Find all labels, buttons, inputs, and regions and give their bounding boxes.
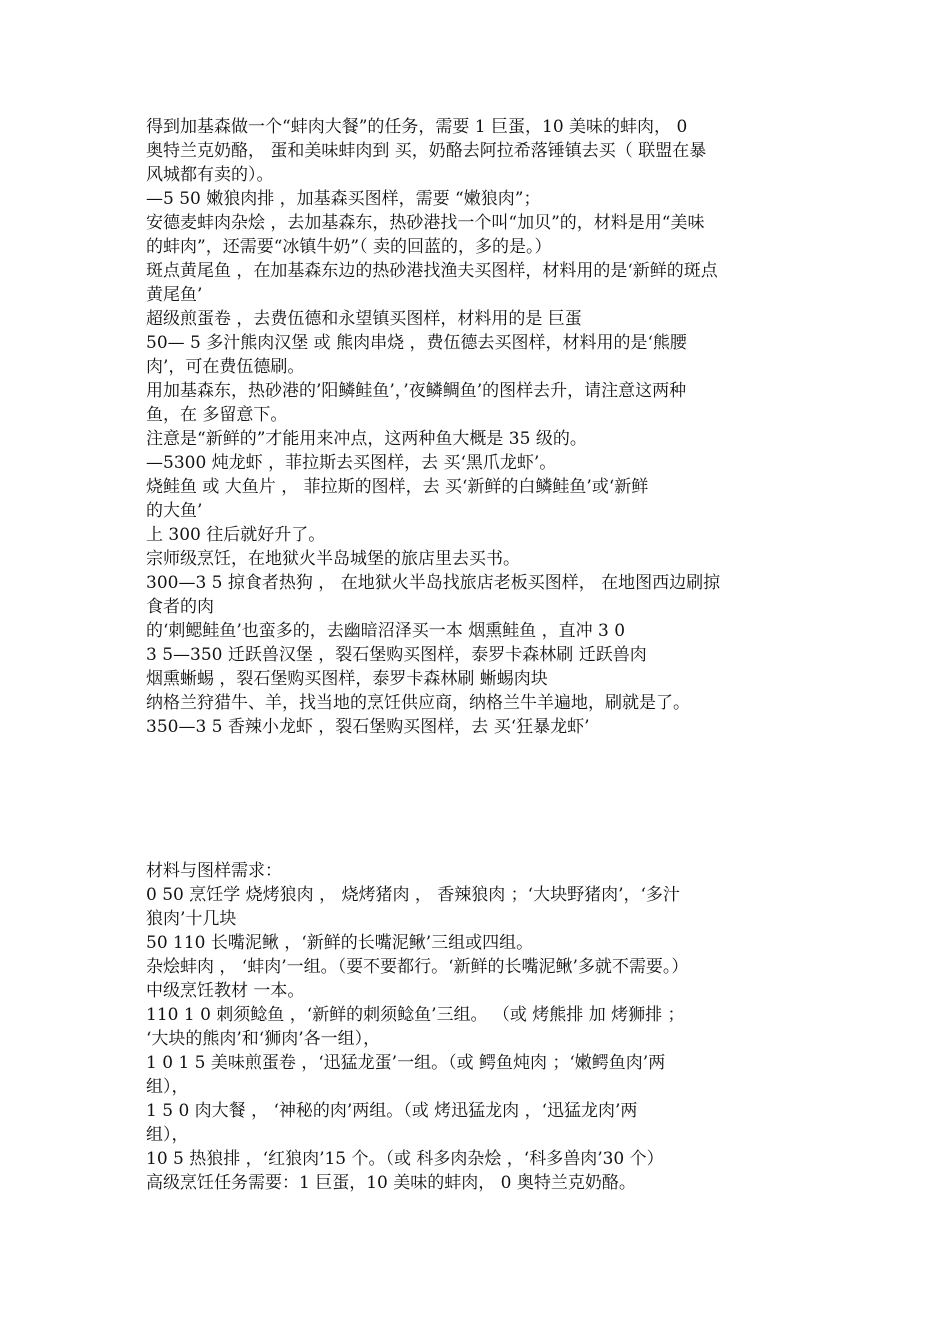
- text-line: 1 0 1 5 美味煎蛋卷 ，‘迅猛龙蛋’一组。（或 鳄鱼炖肉 ；‘嫩鳄鱼肉’两: [146, 1053, 666, 1073]
- text-line: 黄尾鱼’: [146, 285, 203, 305]
- section-heading: 材料与图样需求：: [146, 861, 282, 881]
- text-line: 组），: [146, 1125, 189, 1145]
- text-line: 宗师级烹饪，在地狱火半岛城堡的旅店里去买书。: [146, 549, 520, 569]
- cooking-guide-section: [146, 115, 822, 739]
- text-line: 中级烹饪教材 一本。: [146, 981, 305, 1001]
- text-line: 的蚌肉”，还需要“冰镇牛奶”（ 卖的回蓝的，多的是。）: [146, 237, 552, 257]
- text-line: 风城都有卖的）。: [146, 165, 274, 185]
- text-line: 1 5 0 肉大餐 ， ‘神秘的肉’两组。（或 烤迅猛龙肉 ，‘迅猛龙肉’两: [146, 1101, 638, 1121]
- text-line: 斑点黄尾鱼 ，在加基森东边的热砂港找渔夫买图样，材料用的是‘新鲜的斑点: [146, 261, 718, 281]
- text-line: 肉’，可在费伍德刷。: [146, 357, 305, 377]
- text-line: 高级烹饪任务需要：1 巨蛋，10 美味的蚌肉， 0 奥特兰克奶酪。: [146, 1173, 636, 1193]
- text-line: 注意是“新鲜的”才能用来冲点，这两种鱼大概是 35 级的。: [146, 429, 587, 449]
- text-line: ‘大块的熊肉’和‘狮肉’各一组），: [146, 1029, 381, 1049]
- text-line: 鱼，在 多留意下。: [146, 405, 288, 425]
- text-line: 300—3 5 掠食者热狗 ， 在地狱火半岛找旅店老板买图样， 在地图西边刷掠: [146, 573, 721, 593]
- text-line: 组），: [146, 1077, 189, 1097]
- text-line: 安德麦蚌肉杂烩 ，去加基森东，热砂港找一个叫“加贝”的，材料是用“美味: [146, 213, 705, 233]
- text-line: 食者的肉: [146, 597, 214, 617]
- text-line: 的‘刺鳃鲑鱼’也蛮多的，去幽暗沼泽买一本 烟熏鲑鱼 ，直冲 3 0: [146, 621, 626, 641]
- text-line: 0 50 烹饪学 烧烤狼肉 ， 烧烤猪肉 ， 香辣狼肉 ；‘大块野猪肉’，‘多汁: [146, 885, 680, 905]
- text-line: —5 50 嫩狼肉排 ，加基森买图样，需要 “嫩狼肉”；: [146, 189, 541, 209]
- text-line: 上 300 往后就好升了。: [146, 525, 326, 545]
- text-line: 烟熏蜥蜴 ，裂石堡购买图样，泰罗卡森林刷 蜥蜴肉块: [146, 669, 548, 689]
- text-line: 50 110 长嘴泥鳅 ，‘新鲜的长嘴泥鳅’三组或四组。: [146, 933, 534, 953]
- text-line: 3 5—350 迁跃兽汉堡 ，裂石堡购买图样，泰罗卡森林刷 迁跃兽肉: [146, 645, 647, 665]
- text-line: 纳格兰狩猎牛、羊，找当地的烹饪供应商，纳格兰牛羊遍地，刷就是了。: [146, 693, 690, 713]
- text-line: 烧鲑鱼 或 大鱼片 ， 菲拉斯的图样，去 买‘新鲜的白鳞鲑鱼’或‘新鲜: [146, 477, 649, 497]
- text-line: 10 5 热狼排 ，‘红狼肉’15 个。（或 科多肉杂烩 ，‘科多兽肉’30 个）: [146, 1149, 664, 1169]
- text-line: —5300 炖龙虾 ，菲拉斯去买图样，去 买‘黑爪龙虾’。: [146, 453, 557, 473]
- text-line: 350—3 5 香辣小龙虾 ，裂石堡购买图样，去 买‘狂暴龙虾’: [146, 717, 590, 737]
- text-line: 杂烩蚌肉 ， ‘蚌肉’一组。（要不要都行。‘新鲜的长嘴泥鳅’多就不需要。）: [146, 957, 689, 977]
- text-line: 得到加基森做一个“蚌肉大餐”的任务，需要 1 巨蛋，10 美味的蚌肉， 0: [146, 117, 688, 137]
- text-line: 用加基森东，热砂港的’阳鳞鲑鱼’，’夜鳞鲷鱼’的图样去升，请注意这两种: [146, 381, 687, 401]
- text-line: 奥特兰克奶酪， 蛋和美味蚌肉到 买，奶酪去阿拉希落锤镇去买（ 联盟在暴: [146, 141, 707, 161]
- text-line: 50— 5 多汁熊肉汉堡 或 熊肉串烧 ，费伍德去买图样，材料用的是‘熊腰: [146, 333, 687, 353]
- text-line: 超级煎蛋卷 ，去费伍德和永望镇买图样，材料用的是 巨蛋: [146, 309, 582, 329]
- text-line: 110 1 0 刺须鲶鱼 ，‘新鲜的刺须鲶鱼’三组。 （或 烤熊排 加 烤狮排 ；: [146, 1005, 685, 1025]
- text-line: 的大鱼’: [146, 501, 203, 521]
- text-line: 狼肉’十几块: [146, 909, 237, 929]
- materials-section: [146, 859, 822, 1195]
